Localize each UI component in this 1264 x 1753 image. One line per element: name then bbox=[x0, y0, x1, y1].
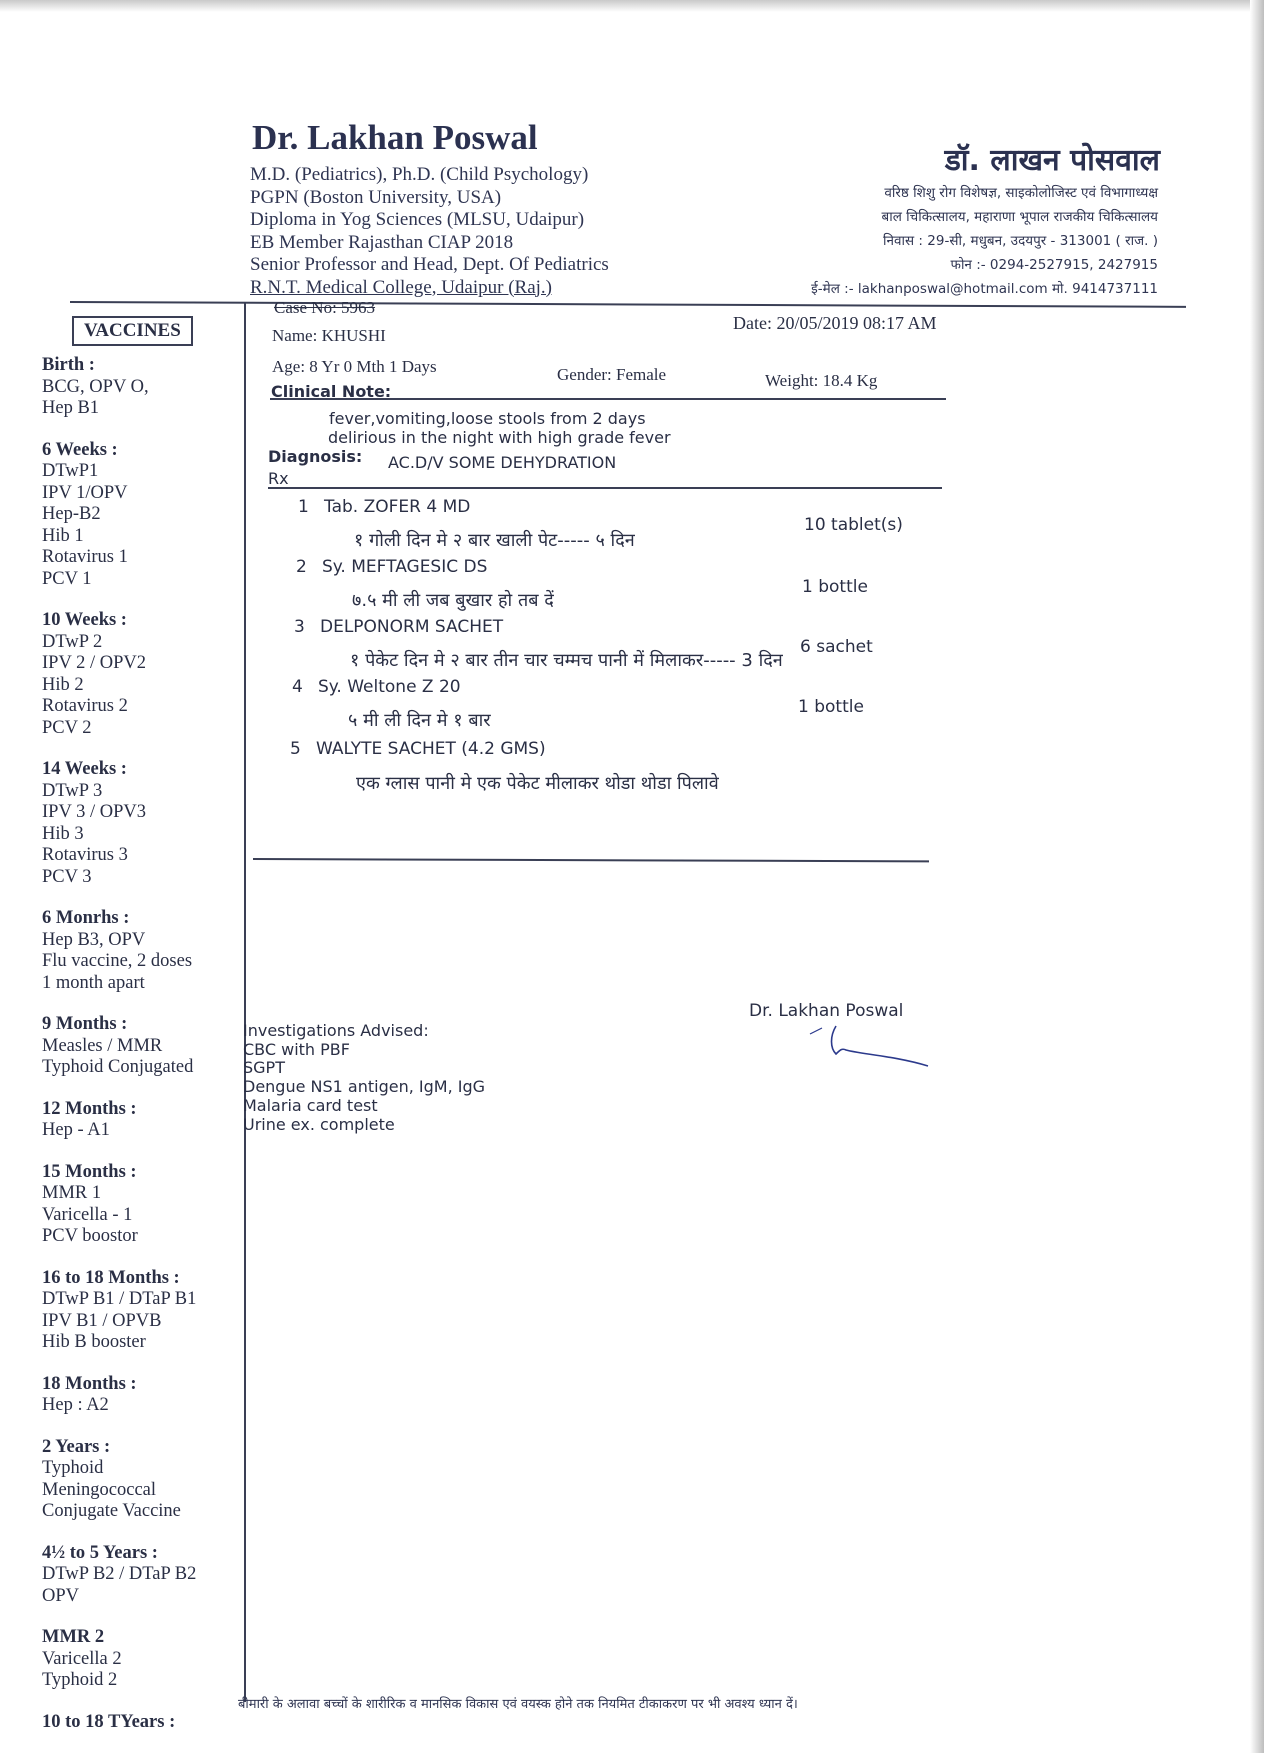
rx-end-divider bbox=[253, 858, 929, 862]
vaccine-item: MMR 1 bbox=[42, 1183, 102, 1203]
qualification-line: Senior Professor and Head, Dept. Of Pediatrics bbox=[250, 254, 609, 275]
vaccine-group bbox=[42, 1627, 242, 1692]
qualification-line: M.D. (Pediatrics), Ph.D. (Child Psychology) bbox=[250, 164, 589, 185]
rx-quantity: 10 tablet(s) bbox=[804, 515, 903, 535]
vaccine-item: DTwP B2 / DTaP B2 bbox=[42, 1564, 197, 1584]
vaccine-item: PCV boostor bbox=[42, 1226, 138, 1246]
vaccine-item: Rotavirus 2 bbox=[42, 696, 128, 716]
vaccine-group bbox=[42, 610, 242, 739]
rx-medicine: Sy. Weltone Z 20 bbox=[318, 677, 461, 697]
vaccine-item: 1 month apart bbox=[42, 972, 145, 993]
rx-medicine: DELPONORM SACHET bbox=[320, 617, 504, 637]
vaccine-item: IPV 3 / OPV3 bbox=[42, 802, 146, 822]
vaccine-group bbox=[42, 1543, 242, 1608]
vaccine-group-heading: 9 Months : bbox=[42, 1014, 128, 1034]
vaccine-item: Hib B booster bbox=[42, 1332, 146, 1352]
vaccine-item: Conjugate Vaccine bbox=[42, 1501, 181, 1521]
vaccine-group bbox=[42, 1014, 242, 1079]
vaccine-group-heading: 10 to 18 TYears : bbox=[42, 1711, 176, 1732]
investigation-item: Malaria card test bbox=[243, 1095, 378, 1115]
rx-number: 5 bbox=[290, 739, 301, 759]
vaccine-group-heading: Birth : bbox=[42, 355, 95, 375]
rx-medicine: WALYTE SACHET (4.2 GMS) bbox=[316, 739, 546, 759]
vaccine-item: Flu vaccine, 2 doses bbox=[42, 951, 193, 971]
doctor-name-hindi: डॉ. लाखन पोसवाल bbox=[944, 143, 1160, 178]
vaccine-schedule bbox=[42, 355, 242, 1753]
vaccine-item: IPV 1/OPV bbox=[42, 482, 128, 503]
vaccine-group bbox=[42, 1374, 242, 1417]
investigation-item: CBC with PBF bbox=[243, 1039, 350, 1059]
qualification-line: R.N.T. Medical College, Udaipur (Raj.) bbox=[250, 276, 552, 298]
vaccine-group-heading: 16 to 18 Months : bbox=[42, 1267, 180, 1288]
vaccine-group bbox=[42, 908, 242, 994]
doctor-name: Dr. Lakhan Poswal bbox=[252, 118, 538, 157]
vaccine-item: DTwP B1 / DTaP B1 bbox=[42, 1289, 197, 1309]
vaccine-item: Measles / MMR bbox=[42, 1035, 163, 1056]
vaccine-group bbox=[42, 440, 242, 591]
vaccine-group-heading: 14 Weeks : bbox=[42, 759, 127, 779]
qualifications bbox=[250, 164, 609, 299]
rx-quantity: 1 bottle bbox=[798, 697, 864, 717]
rx-instruction: ५ मी ली दिन मे १ बार bbox=[348, 710, 491, 731]
patient-gender: Gender: Female bbox=[557, 365, 667, 384]
vaccine-group bbox=[42, 1162, 242, 1248]
investigation-item: Dengue NS1 antigen, IgM, IgG bbox=[243, 1077, 486, 1097]
patient-age: Age: 8 Yr 0 Mth 1 Days bbox=[272, 357, 437, 376]
contact-info bbox=[811, 181, 1158, 301]
investigation-item: SGPT bbox=[243, 1058, 285, 1078]
rx-instruction: एक ग्लास पानी मे एक पेकेट मीलाकर थोडा थोडा पिलावे bbox=[356, 773, 719, 794]
vaccine-item: PCV 3 bbox=[42, 866, 92, 887]
vaccines-title: VACCINES bbox=[72, 316, 193, 346]
vaccine-group-heading: MMR 2 bbox=[42, 1627, 105, 1647]
case-number: Case No: 5963 bbox=[274, 298, 376, 317]
vaccine-group-heading: 18 Months : bbox=[42, 1373, 137, 1394]
vaccine-item: Typhoid bbox=[42, 1458, 104, 1478]
vaccine-group-heading: 12 Months : bbox=[42, 1098, 137, 1119]
investigations bbox=[243, 1022, 485, 1134]
vaccine-group bbox=[42, 1099, 242, 1142]
vaccine-item: DTwP 3 bbox=[42, 780, 103, 801]
rx-number: 3 bbox=[294, 617, 305, 637]
vaccine-item: BCG, OPV O, bbox=[42, 376, 149, 397]
vaccine-item: Typhoid 2 bbox=[42, 1670, 118, 1690]
qualification-line: Diploma in Yog Sciences (MLSU, Udaipur) bbox=[250, 209, 585, 230]
vaccine-group-heading: 4½ to 5 Years : bbox=[42, 1542, 158, 1563]
vaccine-item: Varicella - 1 bbox=[42, 1204, 133, 1225]
vaccine-group-heading: 6 Monrhs : bbox=[42, 908, 130, 928]
rx-medicine: Tab. ZOFER 4 MD bbox=[324, 497, 471, 517]
scan-edge bbox=[1250, 0, 1264, 1753]
qualification-line: PGPN (Boston University, USA) bbox=[250, 186, 502, 208]
rx-quantity: 1 bottle bbox=[802, 577, 868, 597]
vaccine-group-heading: 2 Years : bbox=[42, 1436, 111, 1457]
vaccine-item: Typhoid Conjugated bbox=[42, 1057, 194, 1077]
vaccine-item: PCV 1 bbox=[42, 568, 92, 589]
investigations-title: Investigations Advised: bbox=[243, 1021, 429, 1040]
investigation-item: Urine ex. complete bbox=[243, 1114, 395, 1134]
vaccine-item: Varicella 2 bbox=[42, 1648, 122, 1669]
vaccine-item: OPV bbox=[42, 1585, 80, 1606]
vaccine-item: Hib 1 bbox=[42, 525, 84, 546]
vaccine-item: Hep : A2 bbox=[42, 1395, 109, 1415]
vaccine-group bbox=[42, 759, 242, 888]
rx-number: 2 bbox=[296, 557, 307, 577]
rx-quantity: 6 sachet bbox=[800, 637, 873, 657]
diagnosis-divider bbox=[268, 487, 942, 489]
rx-medicine: Sy. MEFTAGESIC DS bbox=[322, 557, 488, 577]
signature-mark bbox=[800, 1022, 935, 1072]
vaccine-group bbox=[42, 355, 242, 420]
header-divider bbox=[70, 301, 1186, 308]
rx-instruction: १ पेकेट दिन मे २ बार तीन चार चम्मच पानी में मिलाकर----- 3 दिन bbox=[350, 650, 783, 671]
vaccine-item: Hep B1 bbox=[42, 398, 100, 418]
vaccine-group bbox=[42, 1437, 242, 1523]
diagnosis-value: AC.D/V SOME DEHYDRATION bbox=[388, 453, 617, 472]
vaccine-item: Rotavirus 1 bbox=[42, 547, 128, 567]
vaccine-item: Meningococcal bbox=[42, 1479, 157, 1500]
diagnosis-label: Diagnosis: bbox=[268, 447, 363, 466]
vaccine-group-heading: 6 Weeks : bbox=[42, 439, 118, 460]
vaccine-item: DTwP 2 bbox=[42, 631, 103, 652]
scan-edge bbox=[0, 0, 1264, 12]
vaccine-item: Hib 3 bbox=[42, 823, 84, 844]
vaccine-group bbox=[42, 1268, 242, 1354]
vaccine-item: Hep-B2 bbox=[42, 504, 101, 524]
footer-note: बीमारी के अलावा बच्चों के शारीरिक व मानसिक विकास एवं वयस्क होने तक नियमित टीकाकरण पर भी अवश्य ध्यान दें। bbox=[238, 1697, 798, 1712]
clinical-note-line: delirious in the night with high grade fever bbox=[328, 428, 671, 447]
rx-number: 4 bbox=[292, 677, 303, 697]
rx-instruction: १ गोली दिन मे २ बार खाली पेट----- ५ दिन bbox=[354, 530, 635, 551]
vaccine-group-heading: 10 Weeks : bbox=[42, 610, 127, 630]
clinical-note-line: fever,vomiting,loose stools from 2 days bbox=[329, 409, 646, 428]
vaccine-item: PCV 2 bbox=[42, 717, 92, 738]
vaccine-item: Rotavirus 3 bbox=[42, 845, 128, 865]
vaccine-item: IPV B1 / OPVB bbox=[42, 1310, 162, 1331]
rx-number: 1 bbox=[298, 497, 309, 517]
patient-name: Name: KHUSHI bbox=[272, 326, 386, 345]
vaccine-item: Hib 2 bbox=[42, 674, 84, 695]
vaccine-item: IPV 2 / OPV2 bbox=[42, 653, 146, 673]
vaccine-item: Hep - A1 bbox=[42, 1120, 110, 1140]
patient-weight: Weight: 18.4 Kg bbox=[765, 371, 878, 390]
contact-line: फोन :- 0294-2527915, 2427915 bbox=[950, 257, 1158, 273]
vaccine-item: Hep B3, OPV bbox=[42, 929, 146, 950]
contact-line: निवास : 29-सी, मधुबन, उदयपुर - 313001 ( राज. ) bbox=[883, 233, 1158, 249]
qualification-line: EB Member Rajasthan CIAP 2018 bbox=[250, 231, 514, 253]
vaccine-group bbox=[42, 1712, 242, 1734]
contact-line: ई-मेल :- lakhanposwal@hotmail.com मो. 9414737111 bbox=[811, 281, 1158, 297]
contact-line: वरिष्ठ शिशु रोग विशेषज्ञ, साइकोलोजिस्ट एवं विभागाध्यक्ष bbox=[884, 185, 1158, 201]
sidebar-divider bbox=[244, 302, 246, 1702]
vaccine-group-heading: 15 Months : bbox=[42, 1161, 137, 1182]
contact-line: बाल चिकित्सालय, महाराणा भूपाल राजकीय चिकित्सालय bbox=[881, 209, 1158, 225]
vaccine-item: DTwP1 bbox=[42, 461, 99, 481]
visit-date: Date: 20/05/2019 08:17 AM bbox=[733, 313, 937, 333]
signature-name: Dr. Lakhan Poswal bbox=[749, 1001, 904, 1021]
rx-instruction: ७.५ मी ली जब बुखार हो तब दें bbox=[352, 590, 554, 611]
rx-label: Rx bbox=[268, 469, 289, 488]
clinical-note-label: Clinical Note: bbox=[271, 382, 392, 401]
